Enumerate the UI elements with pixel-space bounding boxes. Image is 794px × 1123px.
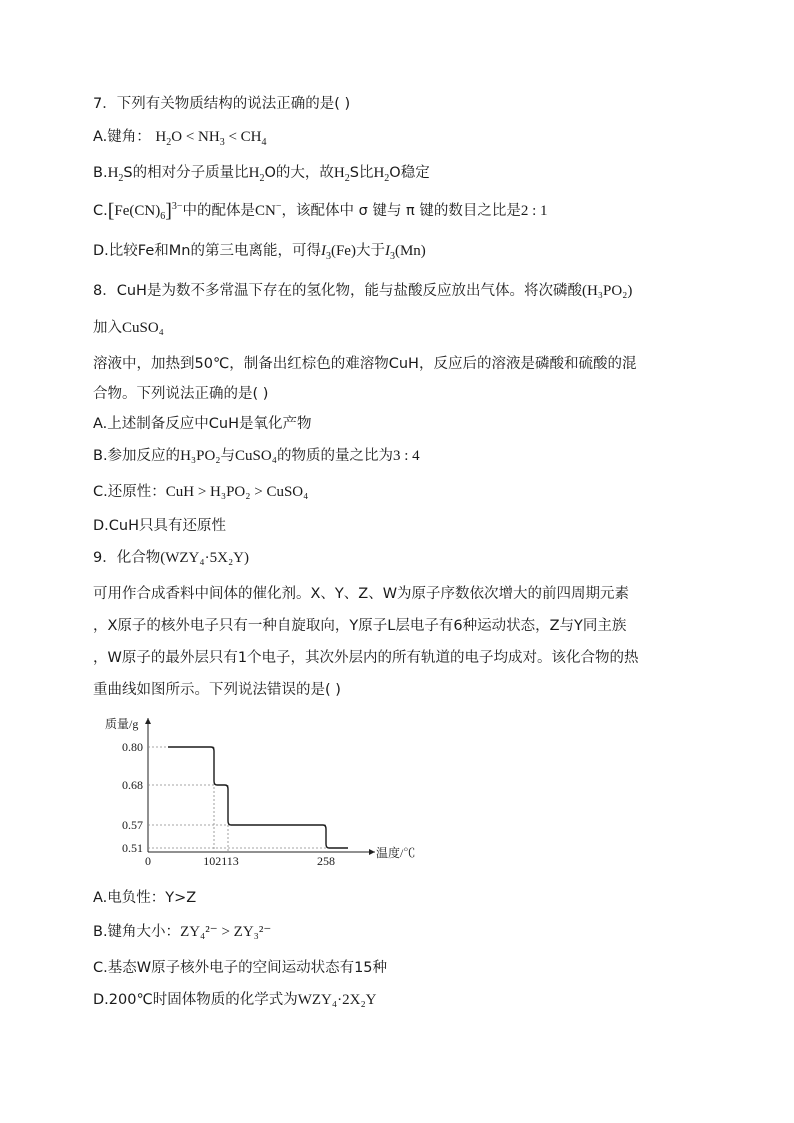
q7-a-lead: A.键角：: [93, 129, 151, 145]
q9-stem-line2: 可用作合成香料中间体的催化剂。X、Y、Z、W为原子序数依次增大的前四周期元素: [93, 586, 630, 602]
q9-stem-line1: 9．化合物(WZY₄·5X₂Y): [93, 550, 249, 566]
q7-option-a: [93, 127, 267, 147]
q8-option-d: D.CuH只具有还原性: [93, 518, 226, 534]
q8-stem-line2: 加入CuSO₄: [93, 320, 164, 336]
chart-axes: [105, 716, 415, 860]
y-axis-arrow: [145, 718, 151, 724]
x-tick-label: 0: [145, 854, 151, 868]
q8-option-b: B.参加反应的H₃PO₂与CuSO₄的物质的量之比为3 : 4: [93, 448, 420, 464]
chart-gridlines: [148, 747, 326, 852]
q8-option-a: A.上述制备反应中CuH是氧化产物: [93, 416, 312, 432]
y-tick-label: 0.57: [122, 818, 143, 832]
y-tick-label: 0.68: [122, 778, 143, 792]
y-tick-label: 0.80: [122, 740, 143, 754]
q8-stem-line4: 合物。下列说法正确的是( ): [93, 386, 269, 402]
q8-stem-line3: 溶液中，加热到50℃，制备出红棕色的难溶物CuH，反应后的溶液是磷酸和硫酸的混: [93, 356, 637, 372]
x-tick-label: 102113: [203, 854, 239, 868]
x-axis-arrow: [369, 849, 375, 855]
q9-stem-line4: ，W原子的最外层只有1个电子，其次外层内的所有轨道的电子均成对。该化合物的热: [93, 650, 639, 666]
q9-option-c: C.基态W原子核外电子的空间运动状态有15种: [93, 960, 388, 976]
q9-option-b: B.键角大小：ZY₄²⁻ > ZY₃²⁻: [93, 924, 272, 940]
y-axis-label: 质量/g: [105, 717, 139, 731]
q7-stem: 7．下列有关物质结构的说法正确的是( ): [93, 96, 351, 112]
q9-option-a: A.电负性：Y>Z: [93, 890, 197, 906]
x-tick-label: 258: [317, 854, 335, 868]
q7-option-c: $C.[Fe(CN)_6]^{3-}$中的配体是CN−，该配体中 σ 键与 π 键的数目之比是2 : 1: [93, 200, 548, 222]
y-tick-label: 0.51: [122, 841, 143, 855]
q8-stem-line1: 8．CuH是为数不多常温下存在的氢化物，能与盐酸反应放出气体。将次磷酸(H₃PO₂): [93, 283, 633, 299]
x-axis-label: 温度/℃: [376, 846, 416, 860]
q7-a-formula: $H_2O < NH_3 < CH_4$: [155, 129, 267, 148]
q8-option-c: C.还原性：CuH > H₃PO₂ > CuSO₄: [93, 484, 309, 500]
complex-ion-formula: $[Fe(CN)_6]^{3-}$: [107, 200, 183, 222]
q9-option-d: D.200℃时固体物质的化学式为WZY₄·2X₂Y: [93, 992, 377, 1008]
q7-option-b: $B.H_2S$的相对分子质量比$H_2O$的大，故$H_2S$比$H_2O$稳定: [93, 165, 430, 184]
thermogravimetric-chart: [93, 712, 433, 872]
q9-stem-line3: ，X原子的核外电子只有一种自旋取向，Y原子L层电子有6种运动状态，Z与Y同主族: [93, 618, 627, 634]
chart-curve: [168, 747, 348, 848]
mass-curve: [168, 747, 348, 848]
q7-option-d: D.比较Fe和Mn的第三电离能，可得$I_3(Fe)$大于$I_3(Mn)$: [93, 243, 426, 262]
q9-stem-line5: 重曲线如图所示。下列说法错误的是( ): [93, 682, 341, 698]
